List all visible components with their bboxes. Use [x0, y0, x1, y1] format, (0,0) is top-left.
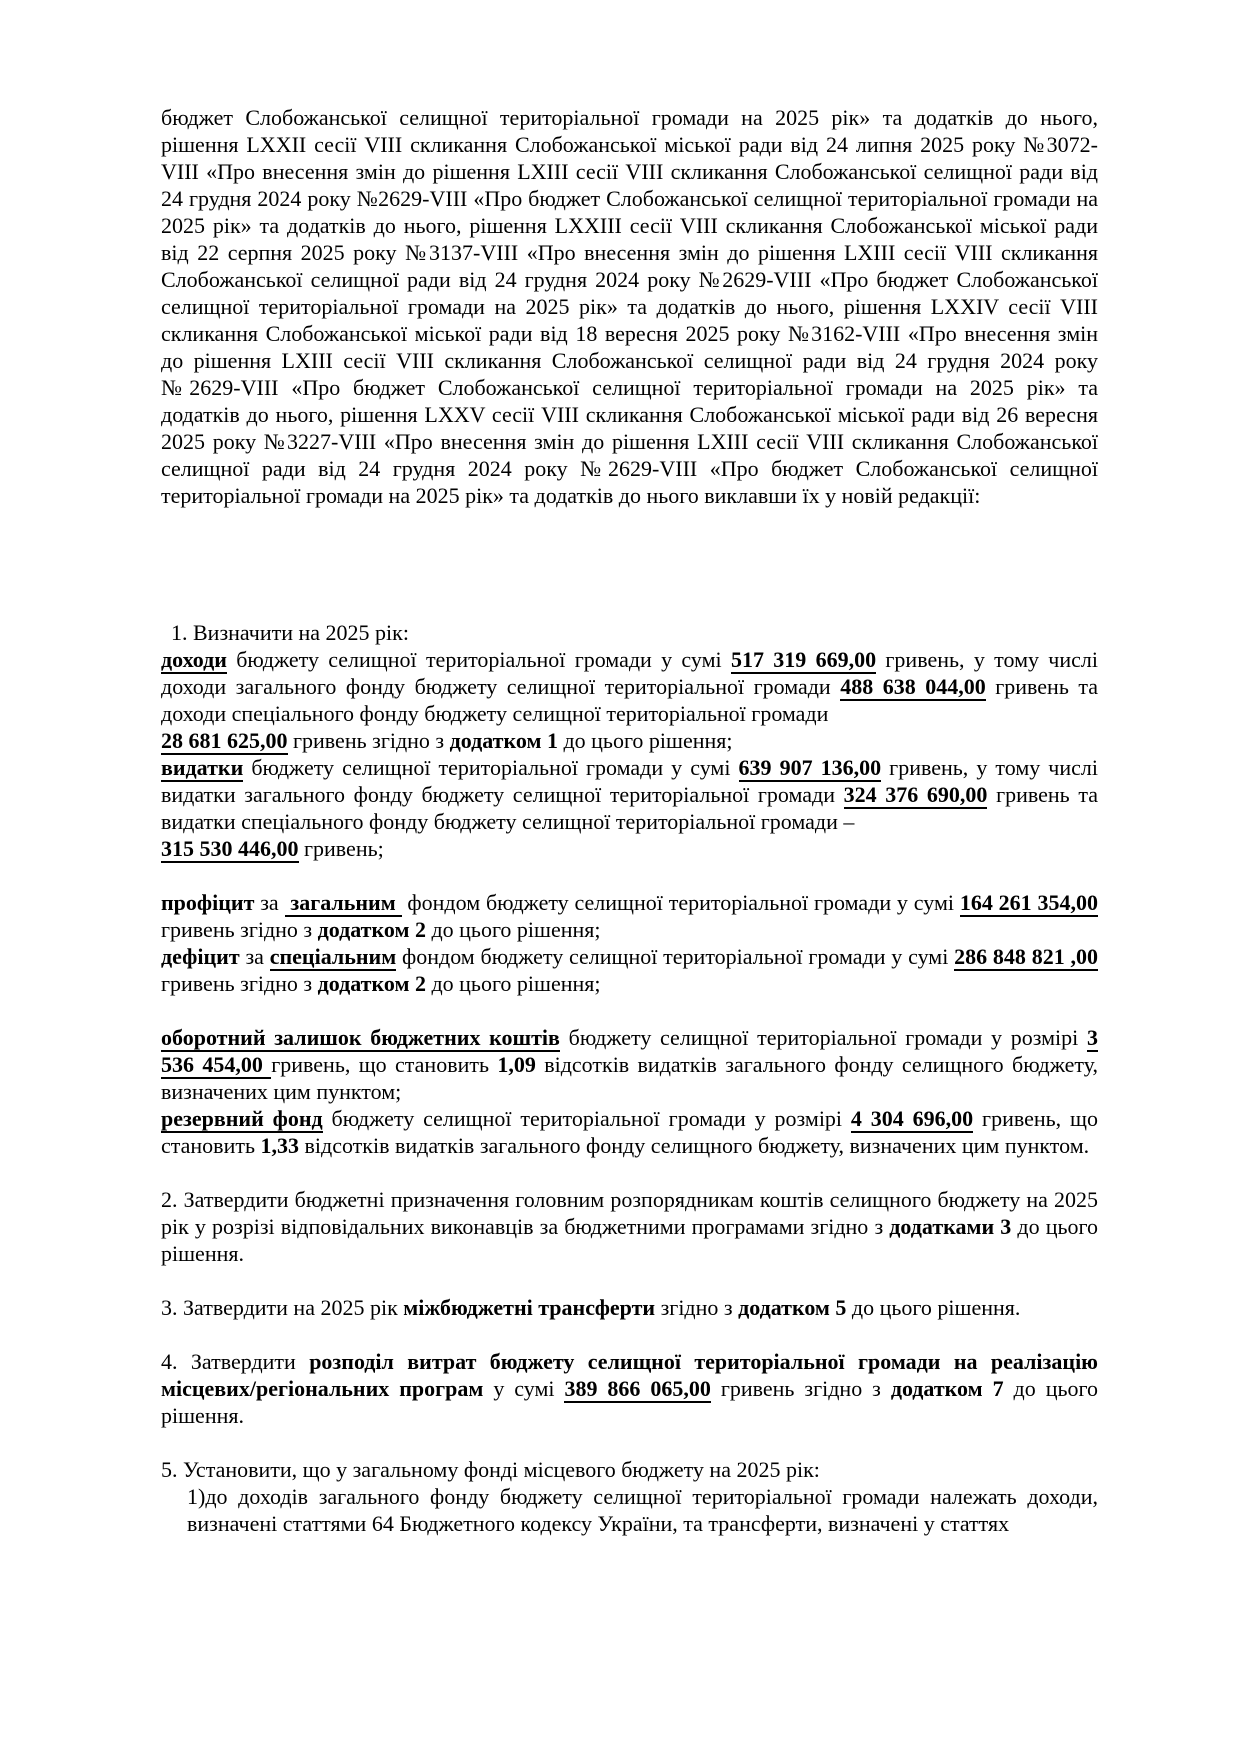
text-run: гривень, що становить — [161, 1106, 1098, 1158]
text-run: додатком 7 — [890, 1376, 1004, 1401]
text-run: бюджету селищної територіальної громади у сумі — [243, 755, 739, 780]
text-run: розподіл витрат бюджету селищної територіальної громади на реалізацію місцевих/регіональних програм — [161, 1349, 1098, 1401]
text-run: фондом бюджету селищної територіальної громади у сумі — [396, 944, 955, 969]
text-run: гривень згідно з — [710, 1376, 891, 1401]
text-run: гривень, у тому числі доходи загального фонду бюджету селищної територіальної громади — [161, 647, 1098, 699]
text-run: відсотків видатків загального фонду селищного бюджету, визначених цим пунктом. — [299, 1133, 1090, 1158]
text-run: 639 907 136,00 — [738, 755, 882, 780]
text-run: профіцит — [161, 890, 255, 915]
reserve-fund-paragraph — [161, 1105, 1098, 1159]
text-run: до цього рішення; — [557, 728, 733, 753]
text-run: бюджету селищної територіальної громади у розмірі — [322, 1106, 851, 1131]
text-run: 2. Затвердити бюджетні призначення головним розпорядникам коштів селищного бюджету на 2025 рік у розрізі відповідальних виконавців за бюджетними програмами згідно з — [161, 1187, 1098, 1239]
text-run: бюджет Слобожанської селищної територіальної громади на 2025 рік» та додатків до нього, рішення LXXII сесії VIII скликання Слобожанської міської ради від 24 липня 2025 року №3072-VIII «Про внесення змін до рішення LXIII сесії VIII скликання Слобожанської селищної ради від 24 грудня 2024 року №2629-VIII «Про бюджет Слобожанської селищної територіальної громади на 2025 рік» та додатків до нього, рішення LXXIII сесії VIII скликання Слобожанської міської ради від 22 серпня 2025 року №3137-VIII «Про внесення змін до рішення LXIII сесії VIII скликання Слобожанської селищної ради від 24 грудня 2024 року №2629-VIII «Про бюджет Слобожанської селищної територіальної громади на 2025 рік» та додатків до нього, рішення LXXIV сесії VIII скликання Слобожанської міської ради від 18 вересня 2025 року №3162-VIII «Про внесення змін до рішення LXIII сесії VIII скликання Слобожанської селищної ради від 24 грудня 2024 року №2629-VIII «Про бюджет Слобожанської селищної територіальної громади на 2025 рік» та додатків до нього, рішення LXXV сесії VIII скликання Слобожанської міської ради від 26 вересня 2025 року №3227-VIII «Про внесення змін до рішення LXIII сесії VIII скликання Слобожанської селищної ради від 24 грудня 2024 року №2629-VIII «Про бюджет Слобожанської селищної територіальної громади на 2025 рік» та додатків до нього виклавши їх у новій редакції: — [161, 105, 1098, 508]
text-run: видатки — [161, 755, 244, 780]
text-run: гривень згідно з — [161, 971, 318, 996]
text-run: бюджету селищної територіальної громади у розмірі — [559, 1025, 1087, 1050]
point-3-paragraph — [161, 1294, 1098, 1321]
text-run: до цього рішення; — [425, 971, 601, 996]
revenues-paragraph — [161, 646, 1098, 754]
text-run: 1)до доходів загального фонду бюджету селищної територіальної громади належать доходи, визначені статтями 64 Бюджетного кодексу України, та трансферти, визначені у статтях — [187, 1484, 1098, 1536]
text-run: до цього рішення; — [425, 917, 601, 942]
text-run: додатком 2 — [317, 917, 426, 942]
working-balance-paragraph — [161, 1024, 1098, 1105]
text-run: додатком 1 — [449, 728, 558, 753]
text-run: оборотний залишок бюджетних коштів — [161, 1025, 560, 1050]
text-run: гривень та доходи спеціального фонду бюджету селищної територіальної громади — [161, 674, 1098, 726]
text-run: згідно з — [655, 1295, 739, 1320]
text-run: 1,33 — [260, 1133, 299, 1158]
text-run: 4 304 696,00 — [850, 1106, 974, 1131]
text-run: додатком 2 — [317, 971, 426, 996]
text-run: 488 638 044,00 — [840, 674, 986, 699]
point-5-header — [161, 1456, 1098, 1483]
text-run: 1,09 — [497, 1052, 536, 1077]
surplus-paragraph — [161, 889, 1098, 943]
point-1-header — [161, 619, 1098, 646]
point-5-sub-1-paragraph — [187, 1483, 1098, 1537]
text-run: до цього рішення. — [161, 1376, 1098, 1428]
text-run: гривень згідно з — [161, 917, 318, 942]
text-run: додатком 5 — [738, 1295, 847, 1320]
deficit-paragraph — [161, 943, 1098, 997]
text-run: резервний фонд — [161, 1106, 323, 1131]
text-run: спеціальним — [269, 944, 397, 969]
point-2-paragraph — [161, 1186, 1098, 1267]
text-run: бюджету селищної територіальної громади у сумі — [226, 647, 731, 672]
text-run: 3. Затвердити на 2025 рік — [161, 1295, 404, 1320]
text-run: гривень та видатки спеціального фонду бюджету селищної територіальної громади – — [161, 782, 1098, 834]
text-run: 389 866 065,00 — [564, 1376, 711, 1401]
text-run: додатками 3 — [889, 1214, 1012, 1239]
text-run: у сумі — [483, 1376, 565, 1401]
text-run: 1. Визначити на 2025 рік: — [171, 620, 409, 645]
text-run: міжбюджетні трансферти — [403, 1295, 656, 1320]
text-run: гривень; — [298, 836, 384, 861]
point-4-paragraph — [161, 1348, 1098, 1429]
text-run: доходи — [161, 647, 227, 672]
text-run: відсотків видатків загального фонду селищного бюджету, визначених цим пунктом; — [161, 1052, 1098, 1104]
text-run: 286 848 821 ,00 — [954, 944, 1099, 969]
text-run: до цього рішення. — [846, 1295, 1021, 1320]
text-run: 315 530 446,00 — [161, 836, 299, 861]
text-run: 164 261 354,00 — [959, 890, 1098, 915]
text-run: гривень згідно з — [287, 728, 450, 753]
text-run: загальним — [284, 890, 402, 915]
text-run: дефіцит — [161, 944, 240, 969]
text-run: 5. Установити, що у загальному фонді місцевого бюджету на 2025 рік: — [161, 1457, 820, 1482]
text-run: 4. Затвердити — [161, 1349, 310, 1374]
text-run: 28 681 625,00 — [161, 728, 288, 753]
text-run: гривень, у тому числі видатки загального фонду бюджету селищної територіальної громади — [161, 755, 1098, 807]
text-run: 324 376 690,00 — [843, 782, 988, 807]
expenditures-paragraph — [161, 754, 1098, 862]
text-run: до цього рішення. — [161, 1214, 1098, 1266]
text-run: фондом бюджету селищної територіальної громади у сумі — [401, 890, 960, 915]
text-run: за — [239, 944, 270, 969]
text-run: гривень, що становить — [271, 1052, 498, 1077]
text-run: за — [254, 890, 285, 915]
intro-paragraph — [161, 104, 1098, 509]
text-run: 3 536 454,00 — [161, 1025, 1098, 1077]
text-run: 517 319 669,00 — [730, 647, 877, 672]
